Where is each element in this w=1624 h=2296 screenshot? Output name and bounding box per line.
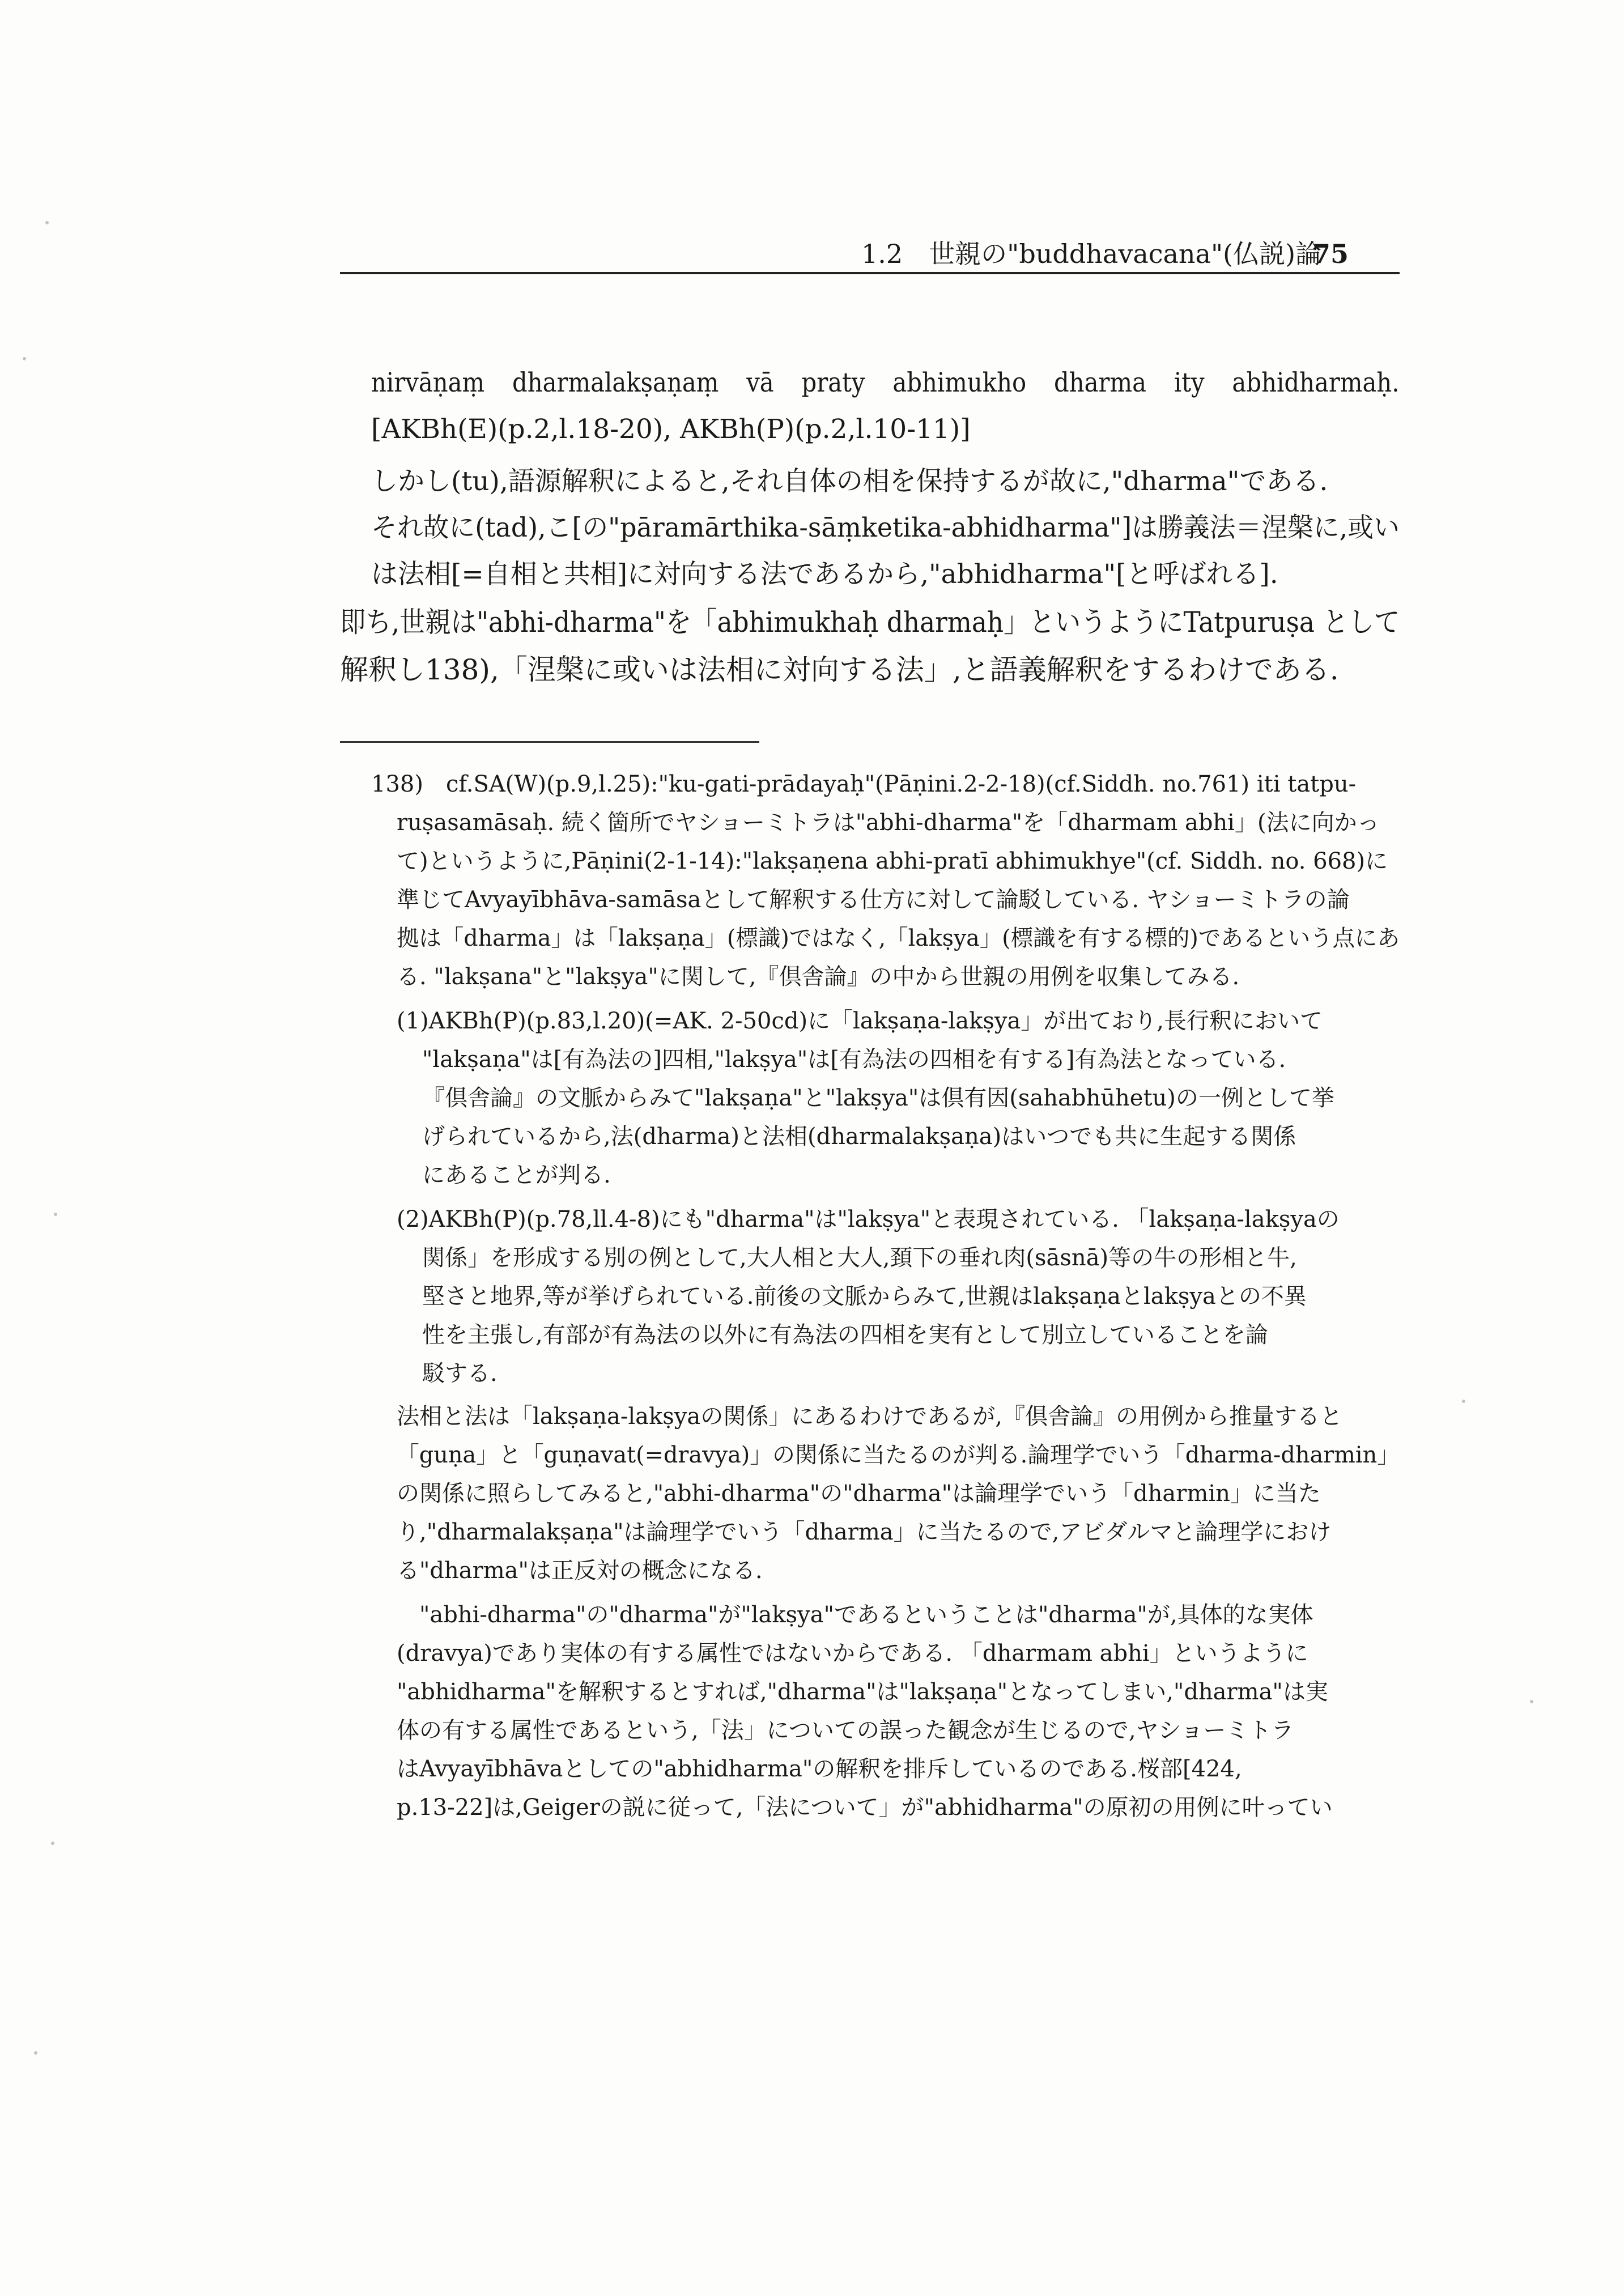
footnote-line: にあることが判る. <box>422 1162 611 1188</box>
scan-speck <box>54 1213 57 1216</box>
page-number: 75 <box>1312 239 1349 269</box>
running-header <box>340 238 1400 274</box>
footnote-line: る. "lakṣana"と"lakṣya"に関して,『倶舎論』の中から世親の用例を収集してみる. <box>397 964 1240 990</box>
footnote-line: 『倶舎論』の文脈からみて"lakṣaṇa"と"lakṣya"は倶有因(sahabhūhetu)の一例として挙 <box>422 1085 1334 1111</box>
scan-speck <box>45 221 49 224</box>
footnote-line: 法相と法は「lakṣaṇa-lakṣyaの関係」にあるわけであるが,『倶舎論』の用例から推量すると <box>397 1404 1342 1430</box>
body-line: nirvāṇaṃ dharmalakṣaṇaṃ vā praty abhimukho dharma ity abhidharmaḥ. <box>371 367 1400 398</box>
footnote-line: の関係に照らしてみると,"abhi-dharma"の"dharma"は論理学でいう「dharmin」に当た <box>397 1481 1321 1507</box>
footnote-line: ruṣasamāsaḥ. 続く箇所でヤショーミトラは"abhi-dharma"を「dharmam abhi」(法に向かっ <box>397 810 1380 836</box>
footnote-line: 堅さと地界,等が挙げられている.前後の文脈からみて,世親はlakṣaṇaとlakṣyaとの不異 <box>422 1283 1307 1309</box>
footnote-line: (1)AKBh(P)(p.83,l.20)(=AK. 2-50cd)に「lakṣaṇa-lakṣya」が出ており,長行釈において <box>397 1008 1323 1034</box>
footnote-line: (2)AKBh(P)(p.78,ll.4-8)にも"dharma"は"lakṣya"と表現されている. 「lakṣaṇa-lakṣyaの <box>397 1206 1340 1232</box>
running-title: 1.2 世親の"buddhavacana"(仏説)論 <box>861 239 1322 269</box>
main-line: 即ち,世親は"abhi-dharma"を「abhimukhaḥ dharmaḥ」というようにTatpuruṣa として <box>340 606 1400 639</box>
body-line: しかし(tu),語源解釈によると,それ自体の相を保持するが故に,"dharma"である. <box>371 466 1328 497</box>
scan-speck <box>34 2051 37 2055</box>
footnote-line: 性を主張し,有部が有為法の以外に有為法の四相を実有として別立していることを論 <box>422 1322 1268 1348</box>
footnote-line: "lakṣaṇa"は[有為法の]四相,"lakṣya"は[有為法の四相を有する]有為法となっている. <box>422 1047 1286 1073</box>
scan-speck <box>1462 1400 1465 1403</box>
footnote-line: 体の有する属性であるという,「法」についての誤った観念が生じるので,ヤショーミトラ <box>397 1717 1294 1744</box>
footnote-line: (dravya)であり実体の有する属性ではないからである. 「dharmam abhi」というように <box>397 1640 1308 1666</box>
footnote-line: 準じてAvyayībhāva-samāsaとして解釈する仕方に対して論駁している. ヤショーミトラの論 <box>397 887 1350 913</box>
footnote-line: 「guṇa」と「guṇavat(=dravya)」の関係に当たるのが判る.論理学でいう「dharma-dharmin」 <box>397 1442 1400 1468</box>
footnote-line: て)というように,Pāṇini(2-1-14):"lakṣaṇena abhi-pratī abhimukhye"(cf. Siddh. no. 668)に <box>397 848 1388 874</box>
footnote-line: 駁する. <box>422 1360 498 1387</box>
scan-speck <box>1530 1700 1533 1703</box>
footnote-line: げられているから,法(dharma)と法相(dharmalakṣaṇa)はいつでも共に生起する関係 <box>422 1124 1296 1150</box>
footnote-line: 関係」を形成する別の例として,大人相と大人,頚下の垂れ肉(sāsnā)等の牛の形相と牛, <box>422 1245 1297 1271</box>
footnote-line: り,"dharmalakṣaṇa"は論理学でいう「dharma」に当たるので,アビダルマと論理学におけ <box>397 1519 1332 1545</box>
footnote-line: 拠は「dharma」は「lakṣaṇa」(標識)ではなく,「lakṣya」(標識を有する標的)であるという点にあ <box>397 925 1400 951</box>
footnote-rule <box>340 741 759 743</box>
footnote-line: "abhidharma"を解釈するとすれば,"dharma"は"lakṣaṇa"となってしまい,"dharma"は実 <box>397 1679 1328 1705</box>
scan-speck <box>51 1842 54 1845</box>
footnote-line: る"dharma"は正反対の概念になる. <box>397 1558 763 1584</box>
body-line: は法相[=自相と共相]に対向する法であるから,"abhidharma"[と呼ばれる]. <box>371 559 1278 590</box>
footnote-line: "abhi-dharma"の"dharma"が"lakṣya"であるということは"dharma"が,具体的な実体 <box>419 1602 1313 1628</box>
scan-speck <box>23 357 26 360</box>
body-line: それ故に(tad),こ[の"pāramārthika-sāṃketika-abhidharma"]は勝義法＝涅槃に,或い <box>371 512 1400 543</box>
body-line: [AKBh(E)(p.2,l.18-20), AKBh(P)(p.2,l.10-11)] <box>371 414 971 445</box>
footnote-line: 138) cf.SA(W)(p.9,l.25):"ku-gati-prādayaḥ"(Pāṇini.2-2-18)(cf.Siddh. no.761) iti tatpu- <box>371 771 1357 797</box>
footnote-line: p.13-22]は,Geigerの説に従って,「法について」が"abhidharma"の原初の用例に叶ってい <box>397 1795 1333 1821</box>
main-line: 解釈し138),「涅槃に或いは法相に対向する法」,と語義解釈をするわけである. <box>340 653 1339 686</box>
footnote-line: はAvyayībhāvaとしての"abhidharma"の解釈を排斥しているのである.桜部[424, <box>397 1756 1242 1782</box>
